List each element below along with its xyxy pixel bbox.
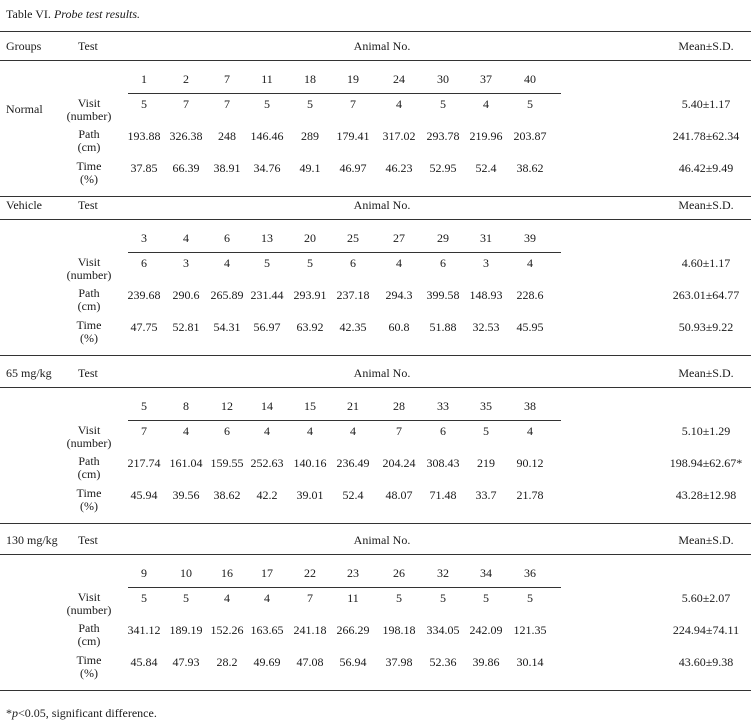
visit-value: 5 xyxy=(183,591,189,605)
path-value: 293.91 xyxy=(293,288,327,302)
time-label xyxy=(77,160,102,186)
visit-value: 7 xyxy=(224,97,230,111)
time-value: 52.4 xyxy=(342,488,364,502)
time-value: 52.81 xyxy=(172,320,200,334)
path-value: 265.89 xyxy=(210,288,244,302)
visit-mean: 4.60±1.17 xyxy=(681,256,731,270)
path-value: 228.6 xyxy=(516,288,544,302)
animal-number: 16 xyxy=(221,566,233,580)
path-mean: 263.01±64.77 xyxy=(672,288,740,302)
time-value: 47.08 xyxy=(296,655,324,669)
time-value: 51.88 xyxy=(429,320,457,334)
animal-number: 17 xyxy=(261,566,273,580)
rule-line xyxy=(0,554,751,555)
path-label xyxy=(78,128,101,154)
animal-number: 35 xyxy=(480,399,492,413)
visit-value: 6 xyxy=(224,424,230,438)
mean-header: Mean±S.D. xyxy=(678,366,734,380)
time-value: 60.8 xyxy=(388,320,410,334)
rule-line xyxy=(0,387,751,388)
visit-value: 4 xyxy=(483,97,489,111)
path-value: 189.19 xyxy=(169,623,203,637)
animal-number: 31 xyxy=(480,231,492,245)
animal-number: 5 xyxy=(141,399,147,413)
time-value: 45.95 xyxy=(516,320,544,334)
animal-number: 18 xyxy=(304,72,316,86)
visit-value: 11 xyxy=(347,591,359,605)
time-value: 39.56 xyxy=(172,488,200,502)
visit-value: 5 xyxy=(264,97,270,111)
path-value: 152.26 xyxy=(210,623,244,637)
visit-value: 5 xyxy=(264,256,270,270)
time-value: 56.97 xyxy=(253,320,281,334)
animal-number: 8 xyxy=(183,399,189,413)
test-header: Test xyxy=(78,533,98,547)
rule-line xyxy=(128,420,561,421)
time-value: 30.14 xyxy=(516,655,544,669)
mean-header: Mean±S.D. xyxy=(678,39,734,53)
path-value: 241.18 xyxy=(293,623,327,637)
test-header: Test xyxy=(78,366,98,380)
path-value: 219.96 xyxy=(469,129,503,143)
path-label-line: (cm) xyxy=(77,299,101,313)
path-mean: 224.94±74.11 xyxy=(672,623,740,637)
rule-line xyxy=(0,219,751,220)
animal-number: 24 xyxy=(393,72,405,86)
visit-value: 4 xyxy=(183,424,189,438)
path-value: 399.58 xyxy=(426,288,460,302)
time-value: 38.62 xyxy=(213,488,241,502)
path-value: 193.88 xyxy=(127,129,161,143)
visit-value: 5 xyxy=(527,591,533,605)
animal-number: 38 xyxy=(524,399,536,413)
visit-label-line: (number) xyxy=(66,109,112,123)
visit-value: 5 xyxy=(440,591,446,605)
test-header: Test xyxy=(78,39,98,53)
time-value: 48.07 xyxy=(385,488,413,502)
animal-number: 3 xyxy=(141,231,147,245)
time-label xyxy=(77,487,102,513)
path-value: 219 xyxy=(477,456,495,470)
visit-label xyxy=(67,591,112,617)
group-name: 65 mg/kg xyxy=(6,366,52,380)
table-caption xyxy=(6,7,140,22)
animal-number: 13 xyxy=(261,231,273,245)
rule-line xyxy=(0,196,751,197)
visit-label-line: Visit xyxy=(77,255,101,269)
time-value: 33.7 xyxy=(475,488,497,502)
visit-mean: 5.10±1.29 xyxy=(681,424,731,438)
path-value: 239.68 xyxy=(127,288,161,302)
group-name: Groups xyxy=(6,39,42,53)
path-value: 294.3 xyxy=(385,288,413,302)
time-label-line: Time xyxy=(76,653,102,667)
time-label-line: Time xyxy=(76,159,102,173)
path-value: 163.65 xyxy=(250,623,284,637)
visit-value: 5 xyxy=(141,591,147,605)
animal-number: 19 xyxy=(347,72,359,86)
path-mean: 241.78±62.34 xyxy=(672,129,740,143)
path-value: 231.44 xyxy=(250,288,284,302)
footnote xyxy=(6,706,157,721)
time-label xyxy=(77,654,102,680)
path-mean: 198.94±62.67* xyxy=(669,456,743,470)
group-name: 130 mg/kg xyxy=(6,533,58,547)
visit-value: 4 xyxy=(396,256,402,270)
footnote-p: p xyxy=(12,706,18,720)
animal-number: 7 xyxy=(224,72,230,86)
visit-value: 5 xyxy=(396,591,402,605)
visit-value: 4 xyxy=(396,97,402,111)
path-value: 179.41 xyxy=(336,129,370,143)
path-value: 159.55 xyxy=(210,456,244,470)
time-value: 52.95 xyxy=(429,161,457,175)
path-label xyxy=(78,287,101,313)
visit-value: 5 xyxy=(307,97,313,111)
visit-label-line: Visit xyxy=(77,96,101,110)
animal-no-header: Animal No. xyxy=(353,198,411,212)
caption-prefix: Table VI. xyxy=(6,7,51,21)
path-label-line: (cm) xyxy=(77,467,101,481)
visit-value: 4 xyxy=(224,256,230,270)
time-value: 39.01 xyxy=(296,488,324,502)
rule-line xyxy=(128,587,561,588)
path-label-line: Path xyxy=(78,286,100,300)
time-label xyxy=(77,319,102,345)
visit-value: 7 xyxy=(350,97,356,111)
animal-number: 4 xyxy=(183,231,189,245)
visit-value: 5 xyxy=(141,97,147,111)
path-value: 203.87 xyxy=(513,129,547,143)
time-value: 46.97 xyxy=(339,161,367,175)
time-value: 47.93 xyxy=(172,655,200,669)
path-value: 146.46 xyxy=(250,129,284,143)
visit-label-line: (number) xyxy=(66,603,112,617)
animal-number: 23 xyxy=(347,566,359,580)
path-value: 237.18 xyxy=(336,288,370,302)
animal-number: 26 xyxy=(393,566,405,580)
time-value: 45.84 xyxy=(130,655,158,669)
path-value: 289 xyxy=(301,129,319,143)
path-value: 308.43 xyxy=(426,456,460,470)
animal-number: 27 xyxy=(393,231,405,245)
visit-label-line: Visit xyxy=(77,423,101,437)
path-value: 326.38 xyxy=(169,129,203,143)
animal-number: 9 xyxy=(141,566,147,580)
visit-value: 5 xyxy=(440,97,446,111)
path-label xyxy=(78,455,101,481)
time-value: 38.62 xyxy=(516,161,544,175)
animal-no-header: Animal No. xyxy=(353,366,411,380)
time-value: 42.35 xyxy=(339,320,367,334)
animal-number: 30 xyxy=(437,72,449,86)
time-mean: 46.42±9.49 xyxy=(678,161,734,175)
footnote-text: <0.05, significant difference. xyxy=(18,706,157,720)
rule-line xyxy=(0,355,751,356)
visit-value: 7 xyxy=(307,591,313,605)
time-value: 38.91 xyxy=(213,161,241,175)
animal-number: 22 xyxy=(304,566,316,580)
rule-line xyxy=(0,690,751,691)
animal-number: 34 xyxy=(480,566,492,580)
time-value: 66.39 xyxy=(172,161,200,175)
path-value: 140.16 xyxy=(293,456,327,470)
test-header: Test xyxy=(78,198,98,212)
visit-value: 6 xyxy=(350,256,356,270)
time-mean: 43.60±9.38 xyxy=(678,655,734,669)
visit-value: 5 xyxy=(483,591,489,605)
animal-number: 28 xyxy=(393,399,405,413)
group-name: Vehicle xyxy=(6,198,42,212)
path-value: 266.29 xyxy=(336,623,370,637)
path-value: 148.93 xyxy=(469,288,503,302)
visit-value: 3 xyxy=(483,256,489,270)
animal-number: 2 xyxy=(183,72,189,86)
rule-line xyxy=(0,60,751,61)
time-value: 47.75 xyxy=(130,320,158,334)
rule-line xyxy=(0,523,751,524)
animal-number: 36 xyxy=(524,566,536,580)
path-value: 121.35 xyxy=(513,623,547,637)
animal-number: 11 xyxy=(261,72,273,86)
animal-number: 32 xyxy=(437,566,449,580)
path-value: 317.02 xyxy=(382,129,416,143)
time-value: 28.2 xyxy=(216,655,238,669)
animal-number: 33 xyxy=(437,399,449,413)
time-value: 46.23 xyxy=(385,161,413,175)
time-value: 52.36 xyxy=(429,655,457,669)
visit-value: 7 xyxy=(183,97,189,111)
time-mean: 43.28±12.98 xyxy=(675,488,737,502)
animal-number: 25 xyxy=(347,231,359,245)
rule-line xyxy=(0,31,751,32)
time-value: 37.98 xyxy=(385,655,413,669)
visit-value: 5 xyxy=(527,97,533,111)
visit-value: 6 xyxy=(440,424,446,438)
visit-mean: 5.60±2.07 xyxy=(681,591,731,605)
visit-value: 4 xyxy=(527,256,533,270)
path-value: 198.18 xyxy=(382,623,416,637)
path-label-line: Path xyxy=(78,127,100,141)
time-label-line: (%) xyxy=(80,172,98,186)
mean-header: Mean±S.D. xyxy=(678,533,734,547)
path-label-line: Path xyxy=(78,621,100,635)
time-value: 63.92 xyxy=(296,320,324,334)
path-value: 290.6 xyxy=(172,288,200,302)
visit-value: 5 xyxy=(307,256,313,270)
animal-number: 37 xyxy=(480,72,492,86)
rule-line xyxy=(128,252,561,253)
visit-value: 4 xyxy=(264,591,270,605)
time-value: 54.31 xyxy=(213,320,241,334)
time-value: 49.1 xyxy=(299,161,321,175)
visit-value: 6 xyxy=(440,256,446,270)
animal-number: 10 xyxy=(180,566,192,580)
path-value: 252.63 xyxy=(250,456,284,470)
path-value: 242.09 xyxy=(469,623,503,637)
visit-label xyxy=(67,97,112,123)
time-value: 21.78 xyxy=(516,488,544,502)
time-value: 71.48 xyxy=(429,488,457,502)
path-value: 293.78 xyxy=(426,129,460,143)
time-label-line: Time xyxy=(76,486,102,500)
time-value: 39.86 xyxy=(472,655,500,669)
path-value: 248 xyxy=(218,129,236,143)
path-label-line: (cm) xyxy=(77,140,101,154)
mean-header: Mean±S.D. xyxy=(678,198,734,212)
visit-label xyxy=(67,256,112,282)
path-label-line: (cm) xyxy=(77,634,101,648)
time-value: 32.53 xyxy=(472,320,500,334)
path-value: 341.12 xyxy=(127,623,161,637)
animal-number: 40 xyxy=(524,72,536,86)
path-value: 217.74 xyxy=(127,456,161,470)
visit-mean: 5.40±1.17 xyxy=(681,97,731,111)
visit-value: 4 xyxy=(307,424,313,438)
animal-number: 14 xyxy=(261,399,273,413)
animal-number: 1 xyxy=(141,72,147,86)
visit-value: 3 xyxy=(183,256,189,270)
visit-label-line: (number) xyxy=(66,436,112,450)
visit-label-line: (number) xyxy=(66,268,112,282)
path-value: 236.49 xyxy=(336,456,370,470)
time-label-line: (%) xyxy=(80,499,98,513)
path-value: 334.05 xyxy=(426,623,460,637)
animal-no-header: Animal No. xyxy=(353,39,411,53)
time-value: 37.85 xyxy=(130,161,158,175)
visit-value: 4 xyxy=(527,424,533,438)
animal-number: 15 xyxy=(304,399,316,413)
animal-number: 39 xyxy=(524,231,536,245)
animal-number: 21 xyxy=(347,399,359,413)
path-value: 204.24 xyxy=(382,456,416,470)
time-label-line: Time xyxy=(76,318,102,332)
visit-value: 6 xyxy=(141,256,147,270)
visit-value: 5 xyxy=(483,424,489,438)
visit-label xyxy=(67,424,112,450)
time-value: 34.76 xyxy=(253,161,281,175)
animal-number: 6 xyxy=(224,231,230,245)
path-label xyxy=(78,622,101,648)
visit-value: 4 xyxy=(350,424,356,438)
time-value: 42.2 xyxy=(256,488,278,502)
time-value: 45.94 xyxy=(130,488,158,502)
time-value: 49.69 xyxy=(253,655,281,669)
visit-value: 4 xyxy=(264,424,270,438)
path-value: 90.12 xyxy=(516,456,544,470)
time-mean: 50.93±9.22 xyxy=(678,320,734,334)
visit-value: 7 xyxy=(141,424,147,438)
rule-line xyxy=(128,93,561,94)
time-label-line: (%) xyxy=(80,666,98,680)
animal-number: 29 xyxy=(437,231,449,245)
time-label-line: (%) xyxy=(80,331,98,345)
visit-value: 4 xyxy=(224,591,230,605)
visit-label-line: Visit xyxy=(77,590,101,604)
time-value: 56.94 xyxy=(339,655,367,669)
time-value: 52.4 xyxy=(475,161,497,175)
animal-number: 20 xyxy=(304,231,316,245)
animal-no-header: Animal No. xyxy=(353,533,411,547)
animal-number: 12 xyxy=(221,399,233,413)
footnote-star: * xyxy=(6,706,12,720)
caption-title: Probe test results. xyxy=(53,7,141,21)
visit-value: 7 xyxy=(396,424,402,438)
path-value: 161.04 xyxy=(169,456,203,470)
path-label-line: Path xyxy=(78,454,100,468)
group-name-data: Normal xyxy=(6,102,43,116)
